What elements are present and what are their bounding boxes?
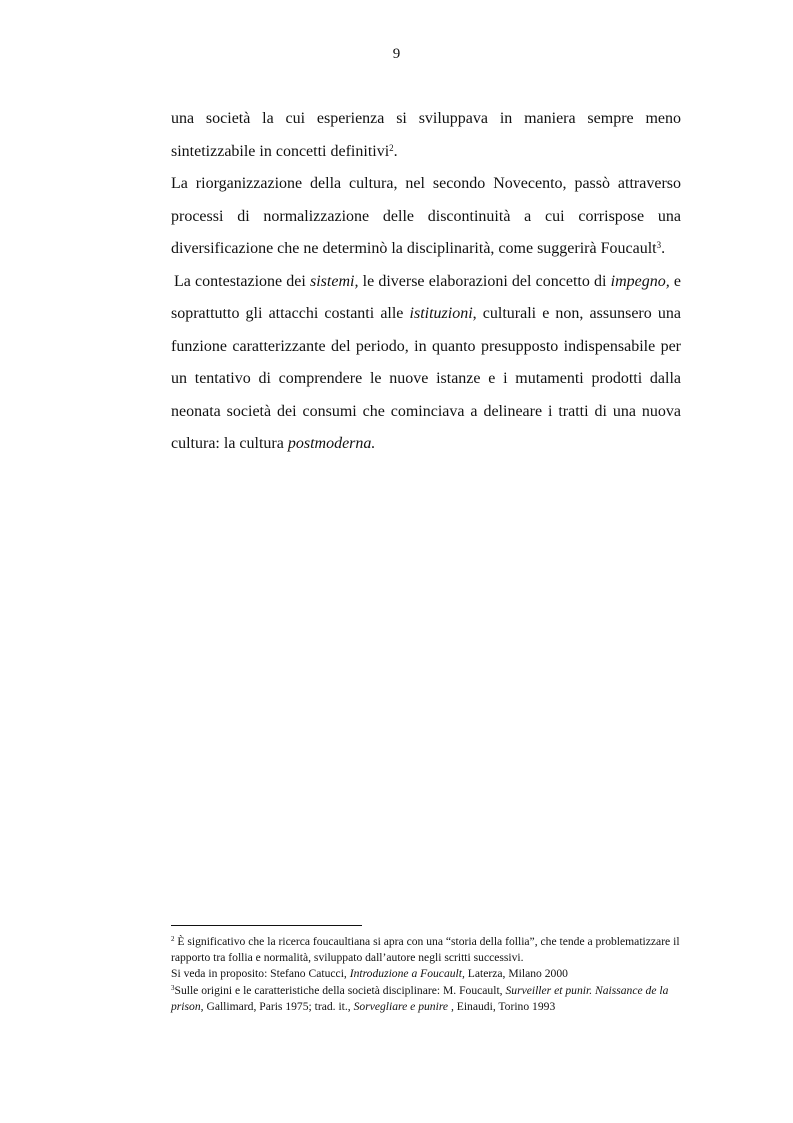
italic-istituzioni: istituzioni	[409, 305, 473, 322]
footnote-3	[171, 983, 681, 1015]
footnote-3-text-a: Sulle origini e le caratteristiche della società disciplinare: M. Foucault,	[174, 983, 506, 997]
paragraph-1-end: .	[393, 142, 398, 160]
paragraph-2-text: La riorganizzazione della cultura, nel secondo Novecento, passò attraverso processi di normalizzazione delle discontinuità a cui corrispose una diversificazione che ne determinò la disciplinarità, come suggerirà Foucault	[171, 175, 681, 257]
footnote-3-title-2: Sorvegliare e punire ,	[353, 999, 454, 1013]
italic-sistemi: sistemi,	[310, 272, 359, 290]
paragraph-3-text-2: le diverse elaborazioni del concetto di	[358, 272, 611, 290]
footnote-ref-2[interactable]: 2	[389, 142, 394, 153]
italic-impegno: impegno,	[610, 272, 670, 290]
page-number: 9	[392, 46, 401, 62]
paragraph-3-text-1: La contestazione dei	[174, 272, 310, 290]
footnote-separator	[171, 925, 362, 926]
footnote-3-marker: 3	[171, 983, 175, 992]
footnote-3-title-1: Surveiller et punir. Naissance de la prison,	[171, 983, 669, 1013]
footnote-2-line2-b: Laterza, Milano 2000	[464, 967, 568, 981]
footnotes	[171, 934, 681, 1015]
footnote-2-line2-a: Si veda in proposito: Stefano Catucci,	[171, 967, 350, 981]
paragraph-1-text: una società la cui esperienza si sviluppava in maniera sempre meno sintetizzabile in concetti definitivi	[171, 110, 681, 160]
paragraph-3	[171, 266, 681, 461]
paragraph-3-text-3: e soprattutto gli attacchi costanti alle	[171, 272, 682, 322]
footnote-3-text-c: Einaudi, Torino 1993	[453, 999, 556, 1013]
footnote-2	[171, 934, 681, 983]
footnote-2-title: Introduzione a Foucault,	[349, 967, 465, 981]
paragraph-3-text-4: , culturali e non, assunsero una funzione caratterizzante del periodo, in quanto presupposto indispensabile per un tentativo di comprendere le nuove istanze e i mutamenti prodotti dalla neonata società dei consumi che cominciava a delineare i tratti di una nuova cultura: la cultura	[171, 305, 681, 452]
paragraph-2	[171, 168, 681, 266]
footnote-2-marker: 2	[171, 935, 175, 943]
paragraph-2-end: .	[661, 240, 666, 257]
italic-postmoderna: postmoderna.	[287, 435, 376, 452]
footnote-ref-3[interactable]: 3	[656, 240, 662, 250]
footnote-3-text-b: Gallimard, Paris 1975; trad. it.,	[203, 999, 354, 1013]
footnote-2-text: È significativo che la ricerca foucaultiana si apra con una “storia della follia”, che tende a problematizzare il rapporto tra follia e normalità, sviluppato dall’autore negli scritti successivi.	[171, 935, 680, 965]
main-text	[171, 103, 681, 461]
paragraph-1	[171, 103, 681, 168]
